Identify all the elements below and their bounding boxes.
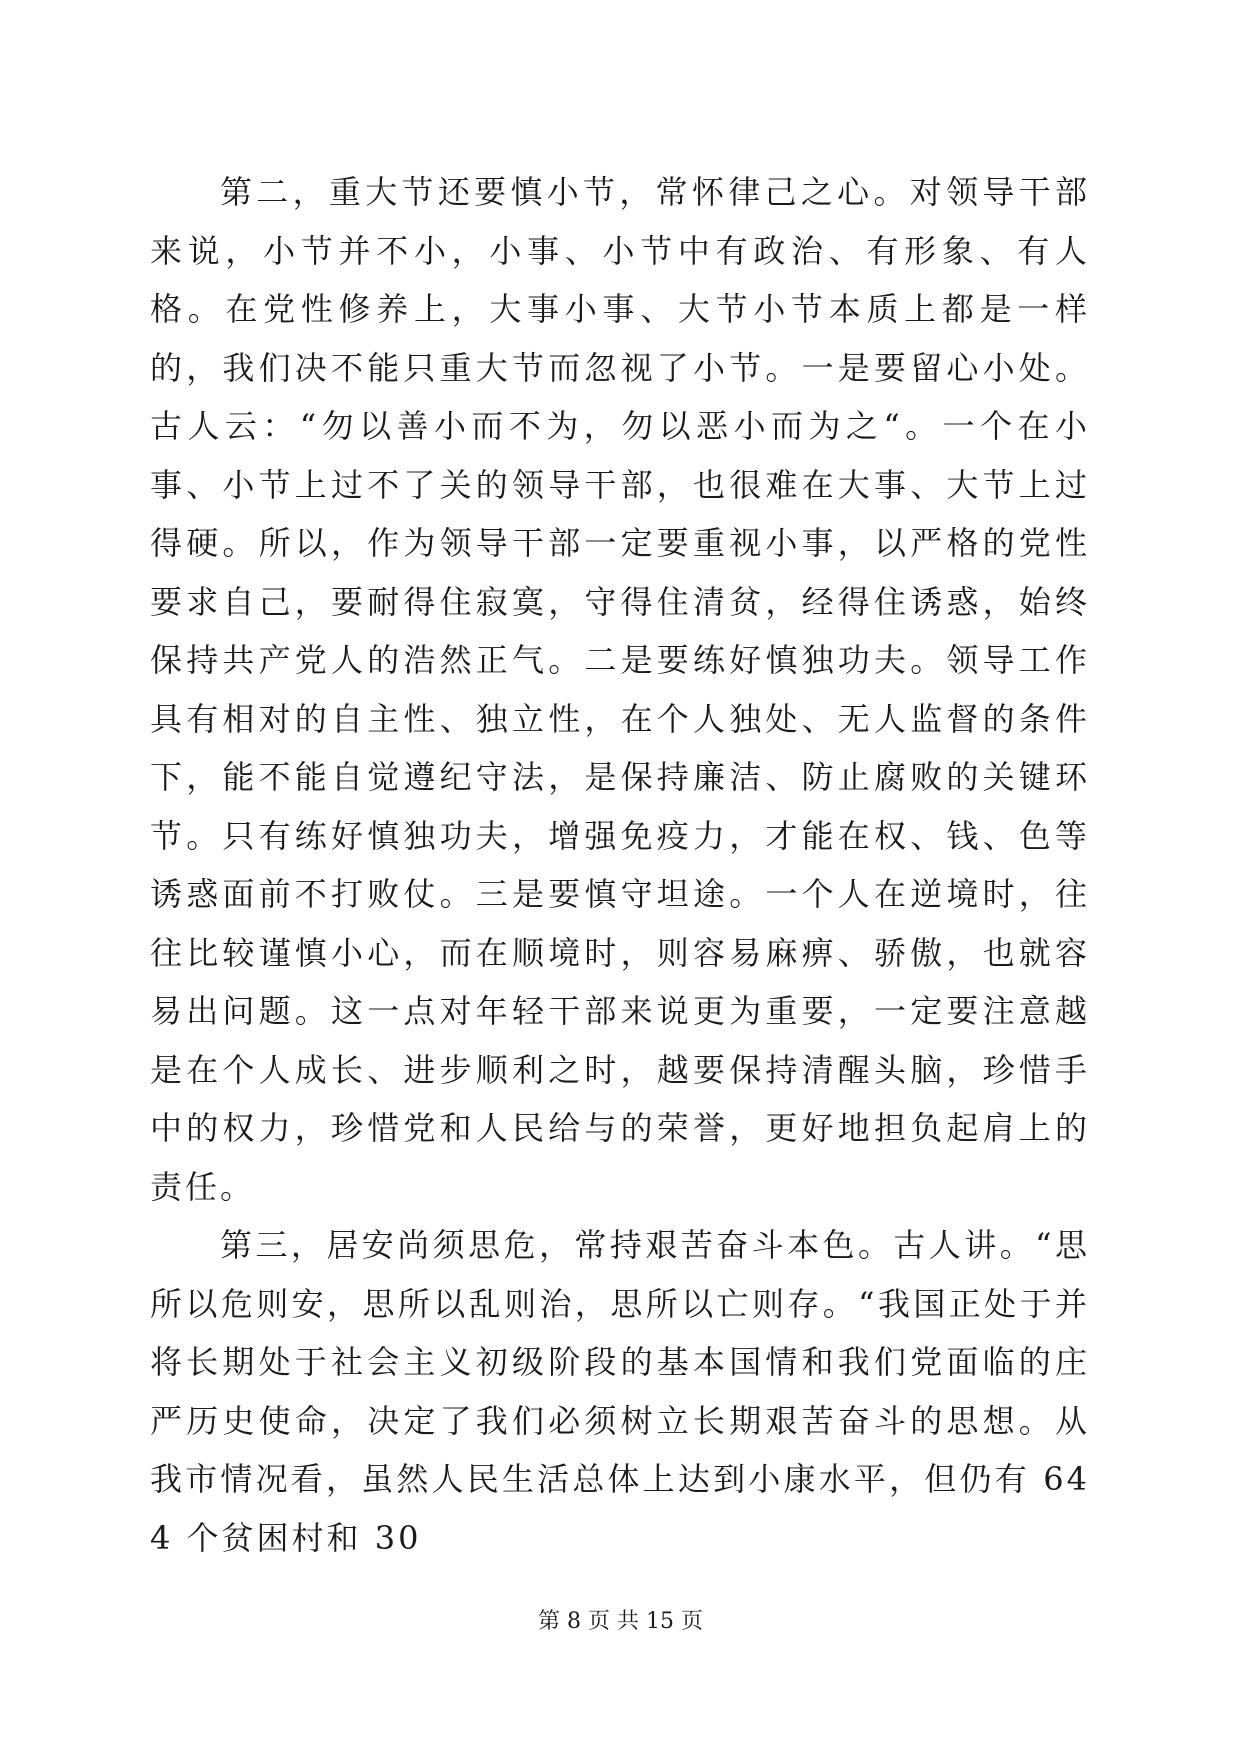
paragraph-third-point: 第三，居安尚须思危，常持艰苦奋斗本色。古人讲。“思所以危则安，思所以乱则治，思所以亡则存。“我国正处于并将长期处于社会主义初级阶段的基本国情和我们党面临的庄严历史使命，决定了我们必须树立长期艰苦奋斗的思想。从我市情况看，虽然人民生活总体上达到小康水平，但仍有 644 个贫困村和 30 [150,1226,1090,1557]
page-number-footer: 第 8 页 共 15 页 [538,1609,703,1634]
page-body [150,163,1090,1567]
paragraph-second-point: 第二，重大节还要慎小节，常怀律己之心。对领导干部来说，小节并不小，小事、小节中有政治、有形象、有人格。在党性修养上，大事小事、大节小节本质上都是一样的，我们决不能只重大节而忽视了小节。一是要留心小处。古人云：“勿以善小而不为，勿以恶小而为之“。一个在小事、小节上过不了关的领导干部，也很难在大事、大节上过得硬。所以，作为领导干部一定要重视小事，以严格的党性要求自己，要耐得住寂寞，守得住清贫，经得住诱惑，始终保持共产党人的浩然正气。二是要练好慎独功夫。领导工作具有相对的自主性、独立性，在个人独处、无人监督的条件下，能不能自觉遵纪守法，是保持廉洁、防止腐败的关键环节。只有练好慎独功夫，增强免疫力，才能在权、钱、色等诱惑面前不打败仗。三是要慎守坦途。一个人在逆境时，往往比较谨慎小心，而在顺境时，则容易麻痹、骄傲，也就容易出问题。这一点对年轻干部来说更为重要，一定要注意越是在个人成长、进步顺利之时，越要保持清醒头脑，珍惜手中的权力，珍惜党和人民给与的荣誉，更好地担负起肩上的责任。 [150,173,1090,1206]
